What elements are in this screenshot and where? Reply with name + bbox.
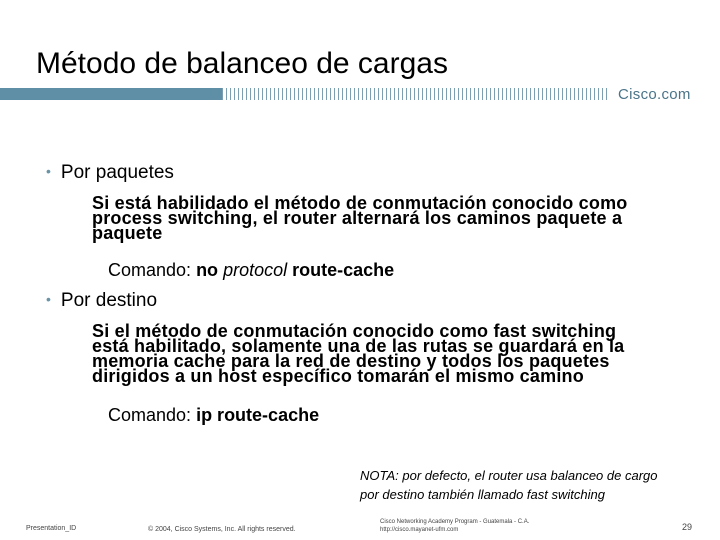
paragraph-line: está habilitado, solamente una de las rutas se guardará en la [92, 336, 625, 356]
command-por-destino [108, 405, 319, 425]
note-line: por destino también llamado fast switching [360, 487, 605, 502]
footer-page-number: 29 [682, 522, 693, 532]
footer-academy [380, 518, 529, 534]
bullet-por-destino [46, 290, 157, 312]
paragraph-line: dirigidos a un host específico tomarán el mismo camino [92, 366, 584, 386]
note-line: NOTA: por defecto, el router usa balanceo de cargo [360, 468, 658, 483]
command-argument: protocol [223, 260, 288, 280]
command-prefix: Comando: [108, 405, 197, 425]
bullet-dot-icon: • [46, 163, 51, 179]
command-keyword: route-cache [287, 260, 395, 280]
header-band [0, 84, 720, 104]
paragraph-line: process switching, el router alternará los caminos paquete a [92, 208, 623, 228]
bullet-label: Por destino [60, 290, 158, 311]
header-band-bar [0, 88, 222, 100]
paragraph-line: memoria cache para la red de destino y todos los paquetes [92, 351, 610, 371]
footer-copyright: © 2004, Cisco Systems, Inc. All rights reserved. [148, 526, 296, 533]
paragraph-line: Si está habilidado el método de conmutación conocido como [92, 193, 628, 213]
header-band-ticks [222, 88, 610, 100]
command-prefix: Comando: [108, 260, 197, 280]
note-text [360, 466, 657, 504]
command-keyword: no [196, 260, 224, 280]
bullet-dot-icon: • [46, 291, 51, 307]
paragraph-line: Si el método de conmutación conocido como fast switching [92, 321, 617, 341]
footer-presentation-id: Presentation_ID [26, 525, 77, 532]
paragraph-por-paquetes [92, 193, 692, 243]
paragraph-line: paquete [92, 223, 163, 243]
bullet-por-paquetes [46, 162, 174, 184]
command-por-paquetes [108, 260, 394, 280]
footer-academy-url: http://cisco.mayanet-ufm.com [380, 527, 459, 533]
footer-academy-line: Cisco Networking Academy Program - Guatemala - C.A. [380, 519, 530, 525]
paragraph-por-destino [92, 321, 692, 386]
bullet-label: Por paquetes [60, 162, 174, 183]
command-keyword: ip route-cache [196, 405, 320, 425]
cisco-logo: Cisco.com [618, 86, 691, 103]
slide-title: Método de balanceo de cargas [36, 47, 448, 80]
